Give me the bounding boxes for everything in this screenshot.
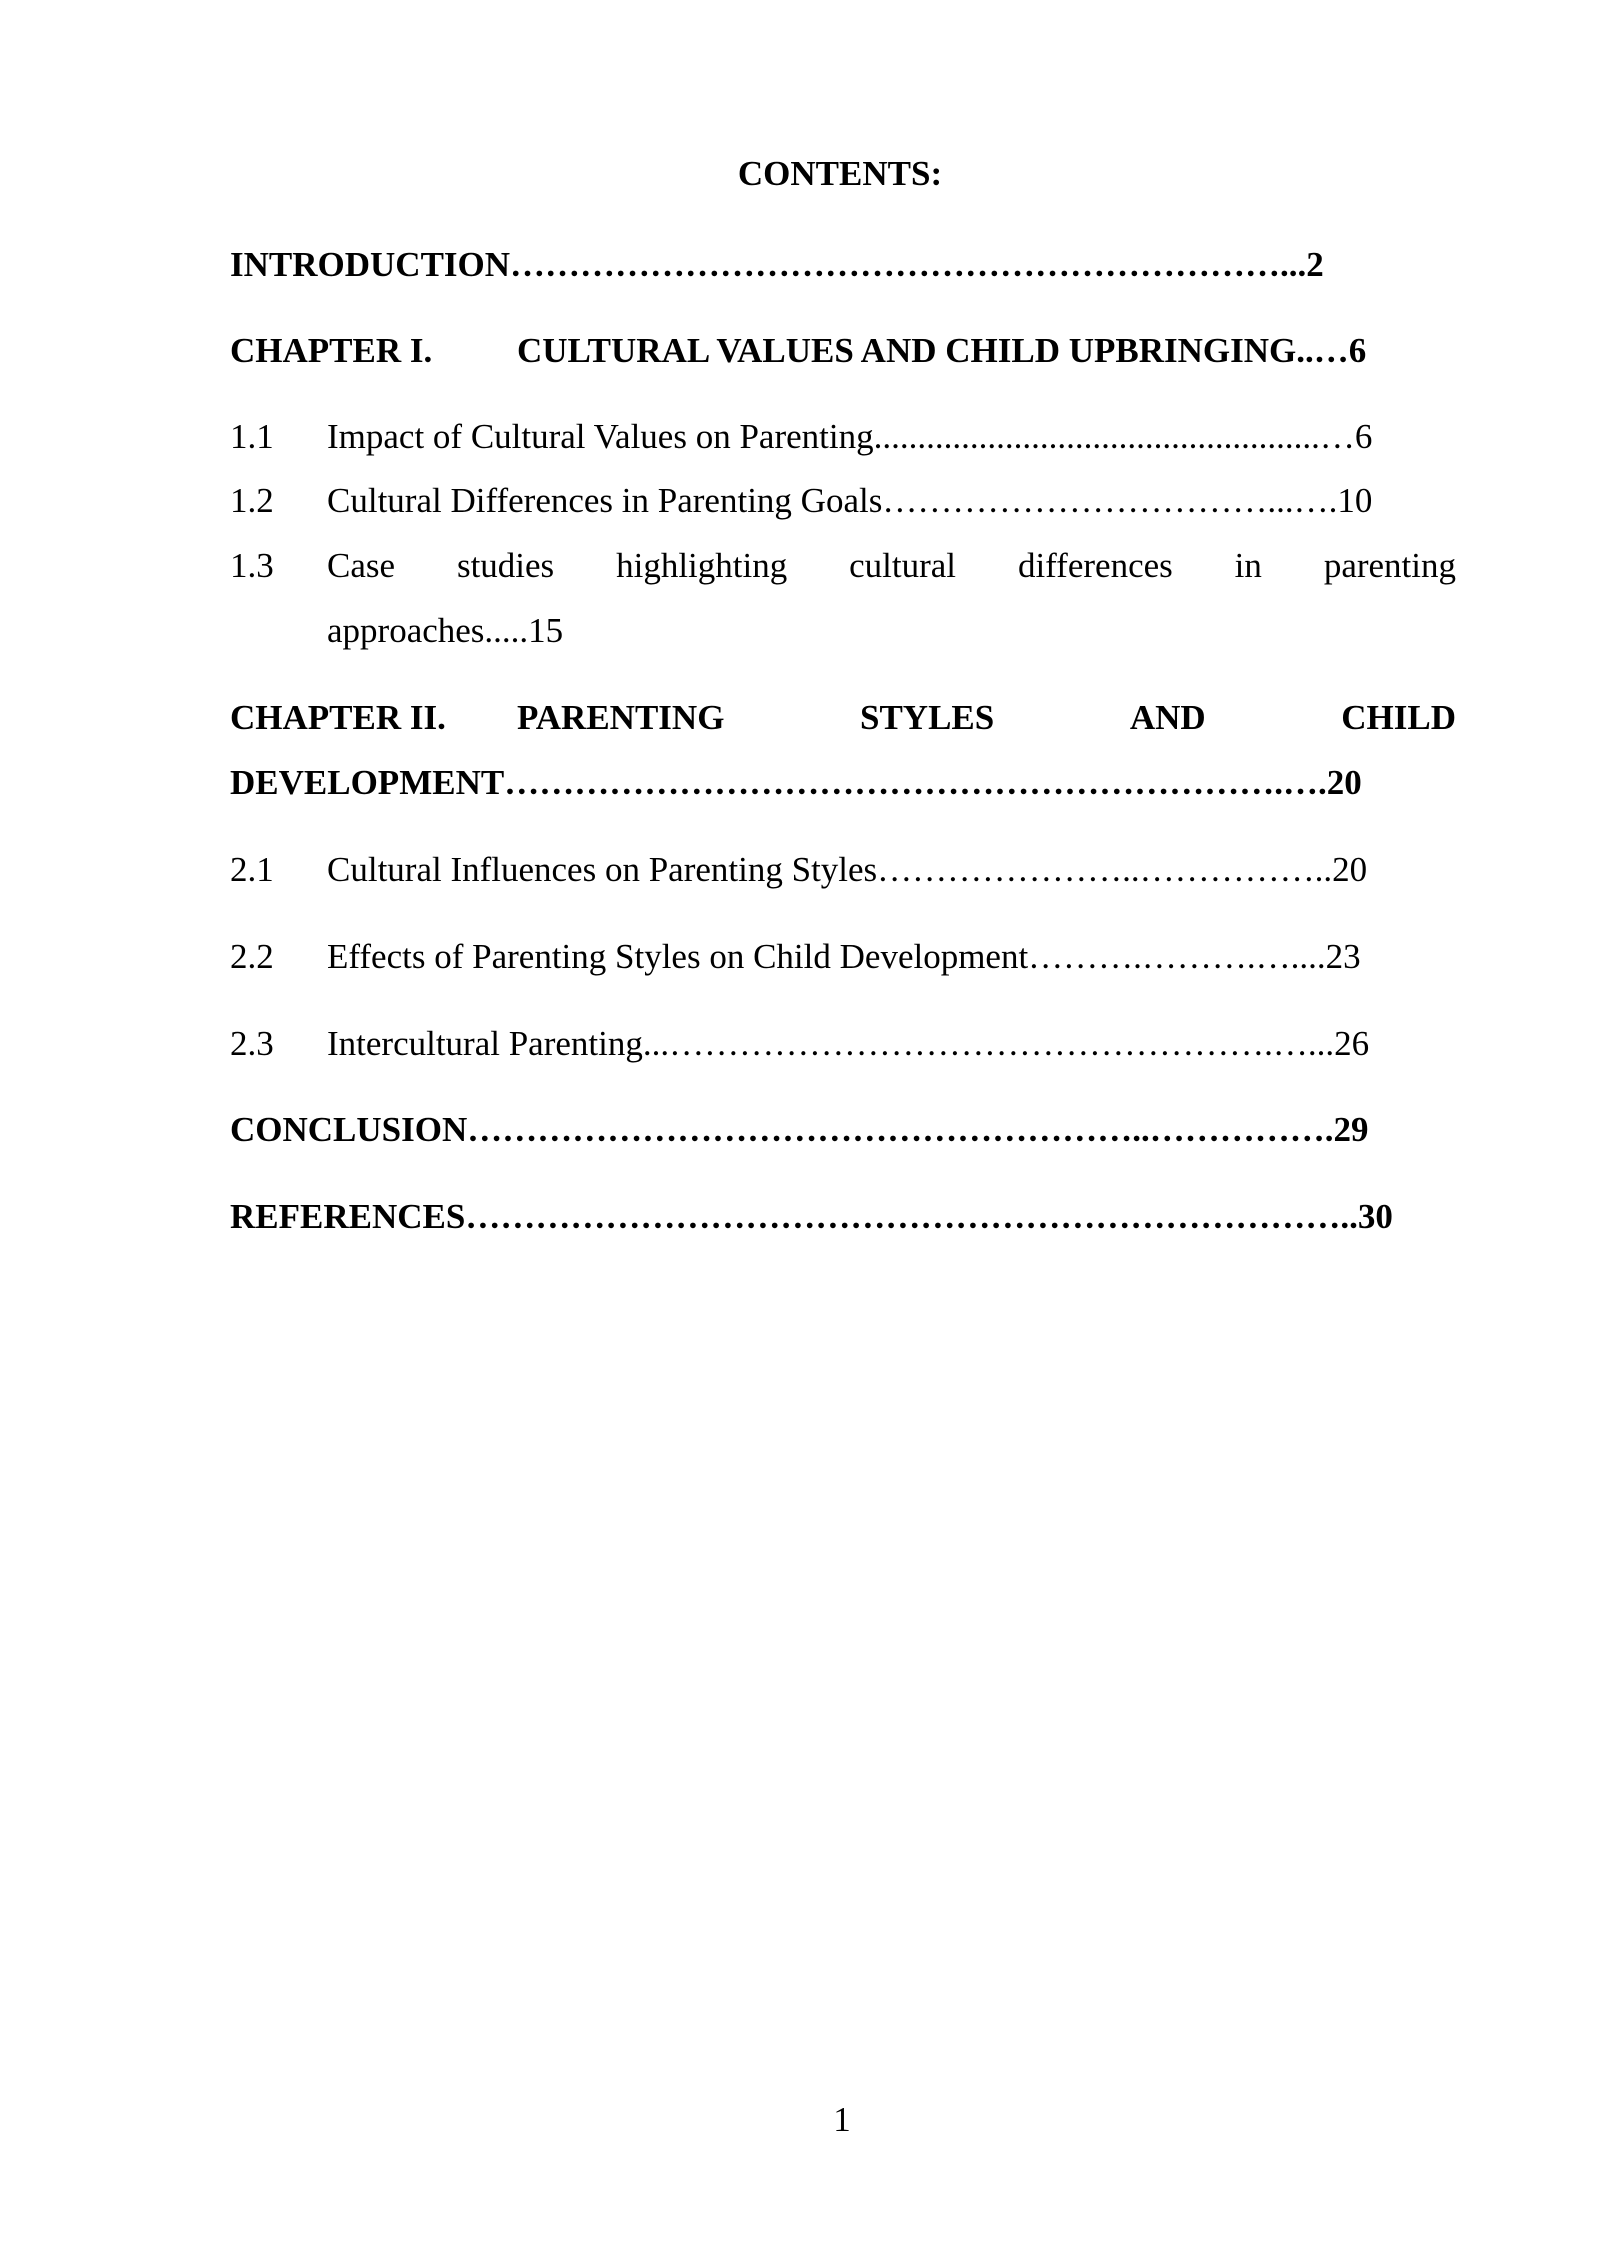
- toc-entry-introduction: INTRODUCTION…………………………………………………………...2: [230, 245, 1324, 284]
- section-title-word: differences: [1017, 546, 1173, 585]
- toc-entry-chapter-1: [230, 328, 1456, 373]
- page-number: 1: [833, 2100, 851, 2139]
- toc-entry-section-2-1: [230, 847, 1456, 892]
- chapter-title-word: STYLES: [860, 698, 995, 737]
- section-number: 2.2: [230, 937, 274, 976]
- toc-entry-references: REFERENCES…………………………………………………………………..30: [230, 1197, 1393, 1236]
- toc-entry-section-1-1: [230, 414, 1456, 459]
- toc-entry-section-1-3: [230, 543, 1456, 588]
- chapter-title-word: CHILD: [1341, 698, 1456, 737]
- section-title-word: highlighting: [616, 546, 788, 585]
- section-title: Intercultural Parenting...…………………………………………….…...26: [327, 1024, 1370, 1063]
- chapter-1-title: CULTURAL VALUES AND CHILD UPBRINGING..…6: [517, 331, 1367, 370]
- section-title: Cultural Differences in Parenting Goals……………………………...….10: [327, 481, 1373, 520]
- section-title-word: parenting: [1323, 546, 1456, 585]
- section-number: 2.3: [230, 1024, 274, 1063]
- section-number: 1.3: [230, 546, 274, 585]
- contents-title: CONTENTS:: [737, 154, 943, 193]
- toc-entry-section-2-3: [230, 1021, 1456, 1066]
- section-title: Effects of Parenting Styles on Child Development……….……….…....23: [327, 937, 1361, 976]
- toc-entry-conclusion: CONCLUSION…………………………………………………..…………….29: [230, 1110, 1369, 1149]
- section-title: [327, 543, 1456, 588]
- section-title-word: cultural: [849, 546, 957, 585]
- chapter-title-word: PARENTING: [517, 698, 725, 737]
- section-1-3-continuation: approaches.....15: [327, 611, 564, 650]
- section-number: 1.1: [230, 417, 274, 456]
- section-title: Cultural Influences on Parenting Styles…………………..……………..20: [327, 850, 1368, 889]
- chapter-title-word: AND: [1129, 698, 1206, 737]
- section-title-word: studies: [456, 546, 555, 585]
- toc-entry-chapter-2: [230, 695, 1456, 740]
- chapter-2-title: [517, 695, 1456, 740]
- section-title: Impact of Cultural Values on Parenting...................................................…6: [327, 417, 1373, 456]
- chapter-1-label: CHAPTER I.: [230, 331, 433, 370]
- section-number: 1.2: [230, 481, 274, 520]
- chapter-2-continuation: DEVELOPMENT………………………………………………………….….20: [230, 763, 1362, 802]
- chapter-2-label: CHAPTER II.: [230, 698, 446, 737]
- toc-entry-section-1-2: [230, 478, 1456, 523]
- toc-entry-section-2-2: [230, 934, 1456, 979]
- section-number: 2.1: [230, 850, 274, 889]
- section-title-word: in: [1234, 546, 1262, 585]
- section-title-word: Case: [327, 546, 396, 585]
